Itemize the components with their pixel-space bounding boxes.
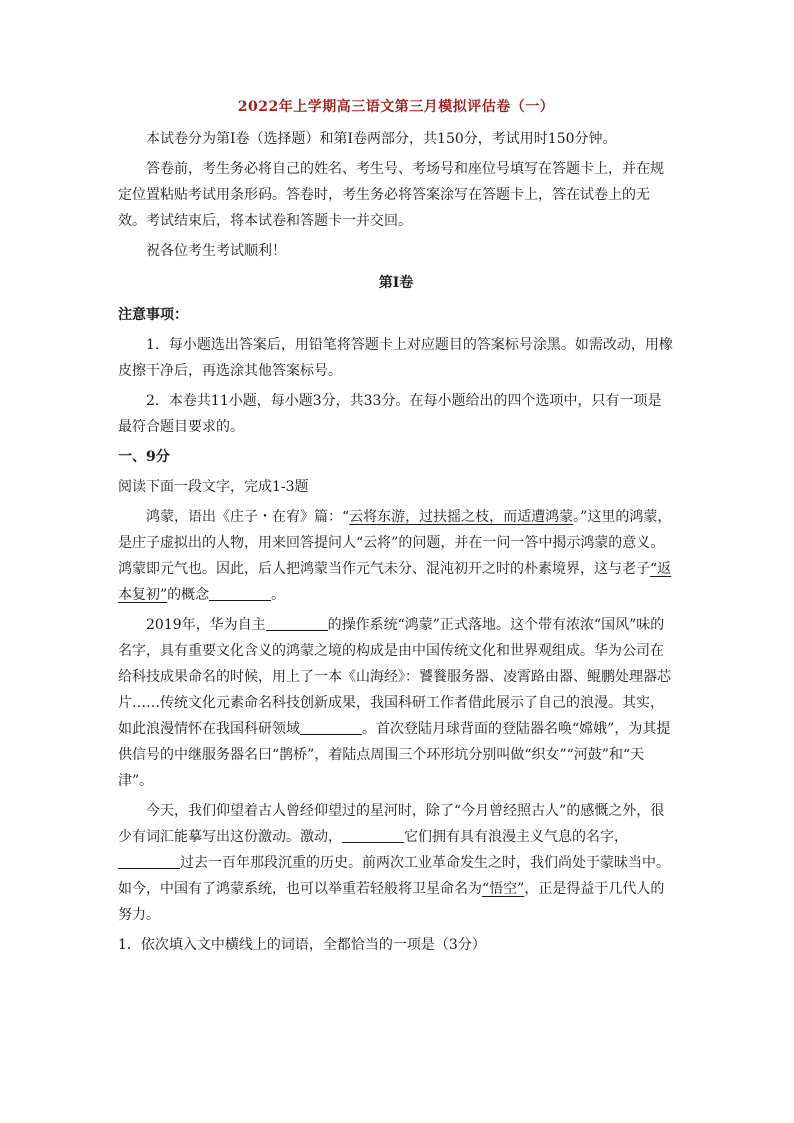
- notice-item-2: 2．本卷共11小题，每小题3分，共33分。在每小题给出的四个选项中，只有一项是最符合题目要求的。: [118, 393, 662, 435]
- reading-instruction: 阅读下面一段文字，完成1-3题: [118, 479, 309, 495]
- p3-text-b: 它们拥有具有浪漫主义气息的名字，: [404, 829, 628, 845]
- passage-paragraph-2: [118, 612, 674, 794]
- notice-label: 注意事项：: [118, 307, 188, 323]
- p3-text-a: 今天，我们仰望着古人曾经仰望过的星河时，除了“今月曾经照古人”的感慨之外，很少有词汇能摹写出这份激动。激动，: [118, 803, 665, 845]
- exam-page: [118, 96, 674, 958]
- fill-blank-1: [209, 586, 271, 601]
- p3-term: “悟空”: [482, 881, 525, 897]
- passage-paragraph-3: [118, 798, 674, 928]
- intro-paragraph: 本试卷分为第Ⅰ卷（选择题）和第Ⅰ卷两部分，共150分，考试用时150分钟。: [146, 131, 617, 147]
- p1-text-c: 的概念: [167, 587, 210, 603]
- fill-blank-2: [266, 616, 328, 631]
- p2-text-b: 的操作系统“鸿蒙”正式落地。这个带有浓浓“国风”味的名字，具有重要文化含义的鸿蒙之境的构成是由中国传统文化和世界观组成。华为公司在给科技成果命名的时候，用上了一本《山海经》：饕餮服务器、凌霄路由器、鲲鹏处理器芯片……传统文化元素命名科技创新成果，我国科研工作者借此展示了自己的浪漫。其实，如此浪漫情怀在我国科研领域: [118, 617, 671, 737]
- question-1: 1．依次填入文中横线上的词语，全都恰当的一项是（3分）: [118, 937, 486, 953]
- notice-item-1: 1．每小题选出答案后，用铅笔将答题卡上对应题目的答案标号涂黑。如需改动，用橡皮擦干净后，再选涂其他答案标号。: [118, 337, 673, 379]
- p1-text-b: 。”这里的鸿蒙，是庄子虚拟出的人物，用来回答提问人“云将”的问题，并在一问一答中揭示鸿蒙的意义。鸿蒙即元气也。因此，后人把鸿蒙当作元气未分、混沌初开之时的朴素境界，这与老子: [118, 509, 672, 577]
- prep-paragraph: 答卷前，考生务必将自己的姓名、考生号、考场号和座位号填写在答题卡上，并在规定位置粘贴考试用条形码。答卷时，考生务必将答案涂写在答题卡上，答在试卷上的无效。考试结束后，将本试卷和答题卡一并交回。: [118, 161, 664, 229]
- section-heading: 一、9分: [118, 449, 170, 465]
- passage-paragraph-1: [118, 504, 674, 608]
- volume-heading: 第Ⅰ卷: [378, 275, 414, 291]
- p2-text-a: 2019年，华为自主: [146, 617, 266, 633]
- fill-blank-3: [300, 720, 362, 735]
- fill-blank-4: [342, 828, 404, 843]
- p1-term: “返本复初”: [118, 561, 672, 603]
- wish-paragraph: 祝各位考生考试顺利！: [146, 243, 286, 259]
- exam-title: 2022年上学期高三语文第三月模拟评估卷（一）: [237, 99, 555, 115]
- p1-text-a: 鸿蒙，语出《庄子・在宥》篇：“: [146, 509, 350, 525]
- p1-text-d: 。: [271, 587, 286, 603]
- p3-text-c: 过去一百年那段沉重的历史。前两次工业革命发生之时，我们尚处于蒙昧当中。如今，中国有了鸿蒙系统，也可以举重若轻般将卫星命名为: [118, 855, 670, 897]
- fill-blank-5: [118, 854, 180, 869]
- p3-text-d: ，正是得益于几代人的努力。: [118, 881, 665, 923]
- p1-quote: 云将东游，过扶摇之枝，而适遭鸿蒙: [349, 509, 574, 525]
- p2-text-c: 。首次登陆月球背面的登陆器名唤“嫦娥”，为其提供信号的中继服务器名曰“鹊桥”，着陆点周围三个环形坑分别叫做“织女”“河鼓”和“天津”。: [118, 721, 671, 789]
